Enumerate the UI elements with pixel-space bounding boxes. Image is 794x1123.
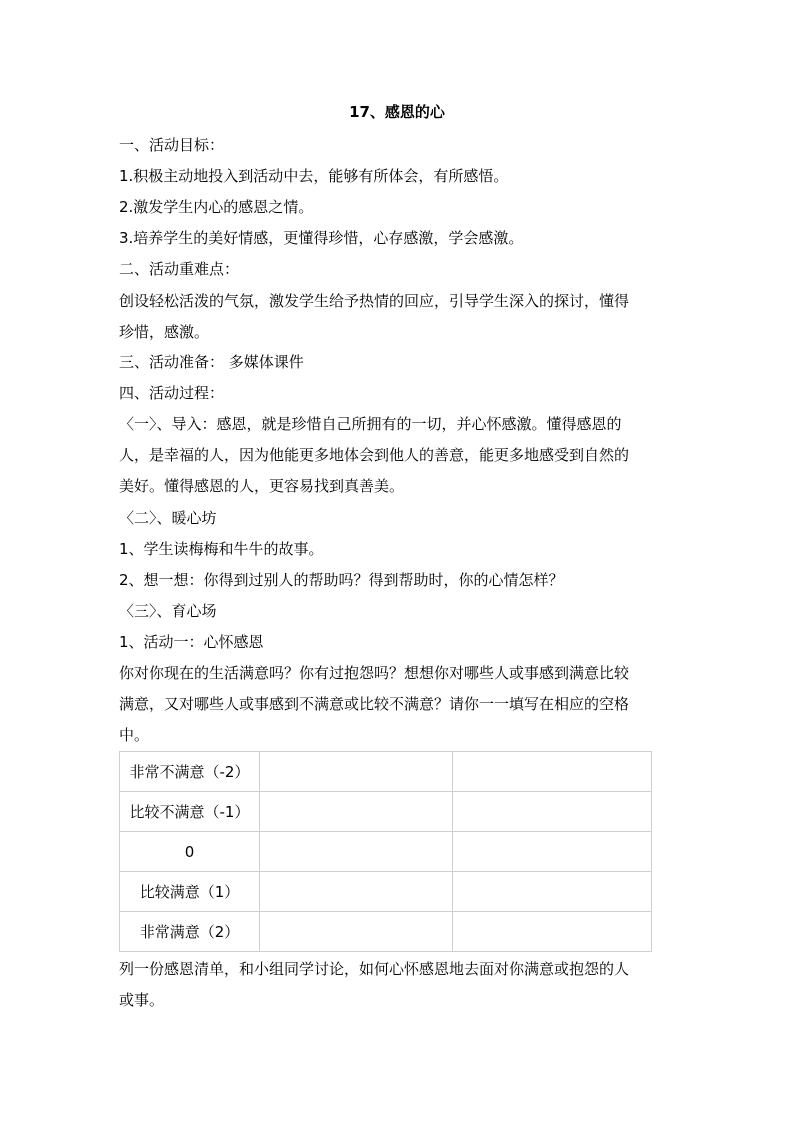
section-heading-process: 四、活动过程：	[119, 384, 225, 402]
paragraph-line: 〈一〉、导入：感恩，就是珍惜自己所拥有的一切，并心怀感激。懂得感恩的	[119, 415, 622, 433]
empty-cell	[260, 912, 453, 952]
paragraph-line: 珍惜，感激。	[119, 323, 210, 341]
paragraph-line: 人，是幸福的人，因为他能更多地体会到他人的善意，能更多地感受到自然的	[119, 446, 630, 464]
row-label-cell: 0	[120, 832, 260, 872]
empty-cell	[260, 832, 453, 872]
empty-cell	[453, 752, 652, 792]
row-label-cell: 比较不满意（-1）	[120, 792, 260, 832]
step-item: 1、活动一：心怀感恩	[119, 633, 264, 651]
intro-paragraph	[119, 409, 667, 502]
paragraph-line: 你对你现在的生活满意吗？你有过抱怨吗？想想你对哪些人或事感到满意比较	[119, 664, 630, 682]
difficulty-paragraph	[119, 286, 667, 348]
subsection-heading-2: 〈二〉、暖心坊	[119, 509, 217, 527]
paragraph-line: 或事。	[119, 991, 165, 1009]
empty-cell	[453, 872, 652, 912]
document-title: 17、感恩的心	[349, 103, 445, 121]
goal-item-3: 3.培养学生的美好情感，更懂得珍惜，心存感激，学会感激。	[119, 229, 524, 247]
goal-item-1: 1.积极主动地投入到活动中去，能够有所体会，有所感悟。	[119, 167, 509, 185]
section-heading-difficulty: 二、活动重难点：	[119, 260, 240, 278]
satisfaction-table	[119, 751, 652, 952]
row-label-cell: 非常不满意（-2）	[120, 752, 260, 792]
step-item: 1、学生读梅梅和牛牛的故事。	[119, 540, 324, 558]
section-heading-goals: 一、活动目标：	[119, 136, 225, 154]
empty-cell	[453, 832, 652, 872]
step-item: 2、想一想：你得到过别人的帮助吗？得到帮助时，你的心情怎样？	[119, 571, 564, 589]
paragraph-line: 列一份感恩清单，和小组同学讨论，如何心怀感恩地去面对你满意或抱怨的人	[119, 960, 630, 978]
empty-cell	[260, 752, 453, 792]
activity-paragraph	[119, 658, 667, 751]
subsection-heading-3: 〈三〉、育心场	[119, 602, 217, 620]
empty-cell	[453, 792, 652, 832]
empty-cell	[260, 872, 453, 912]
paragraph-line: 中。	[119, 726, 150, 744]
table-row	[120, 872, 652, 912]
paragraph-line: 创设轻松活泼的气氛，激发学生给予热情的回应，引导学生深入的探讨，懂得	[119, 292, 630, 310]
table-row	[120, 752, 652, 792]
goal-item-2: 2.激发学生内心的感恩之情。	[119, 198, 314, 216]
table-row	[120, 912, 652, 952]
paragraph-line: 满意，又对哪些人或事感到不满意或比较不满意？请你一一填写在相应的空格	[119, 695, 630, 713]
closing-paragraph	[119, 954, 667, 1016]
row-label-cell: 比较满意（1）	[120, 872, 260, 912]
table-row	[120, 832, 652, 872]
table-row	[120, 792, 652, 832]
row-label-cell: 非常满意（2）	[120, 912, 260, 952]
paragraph-line: 美好。懂得感恩的人，更容易找到真善美。	[119, 477, 405, 495]
empty-cell	[260, 792, 453, 832]
section-heading-preparation: 三、活动准备： 多媒体课件	[119, 353, 304, 371]
empty-cell	[453, 912, 652, 952]
